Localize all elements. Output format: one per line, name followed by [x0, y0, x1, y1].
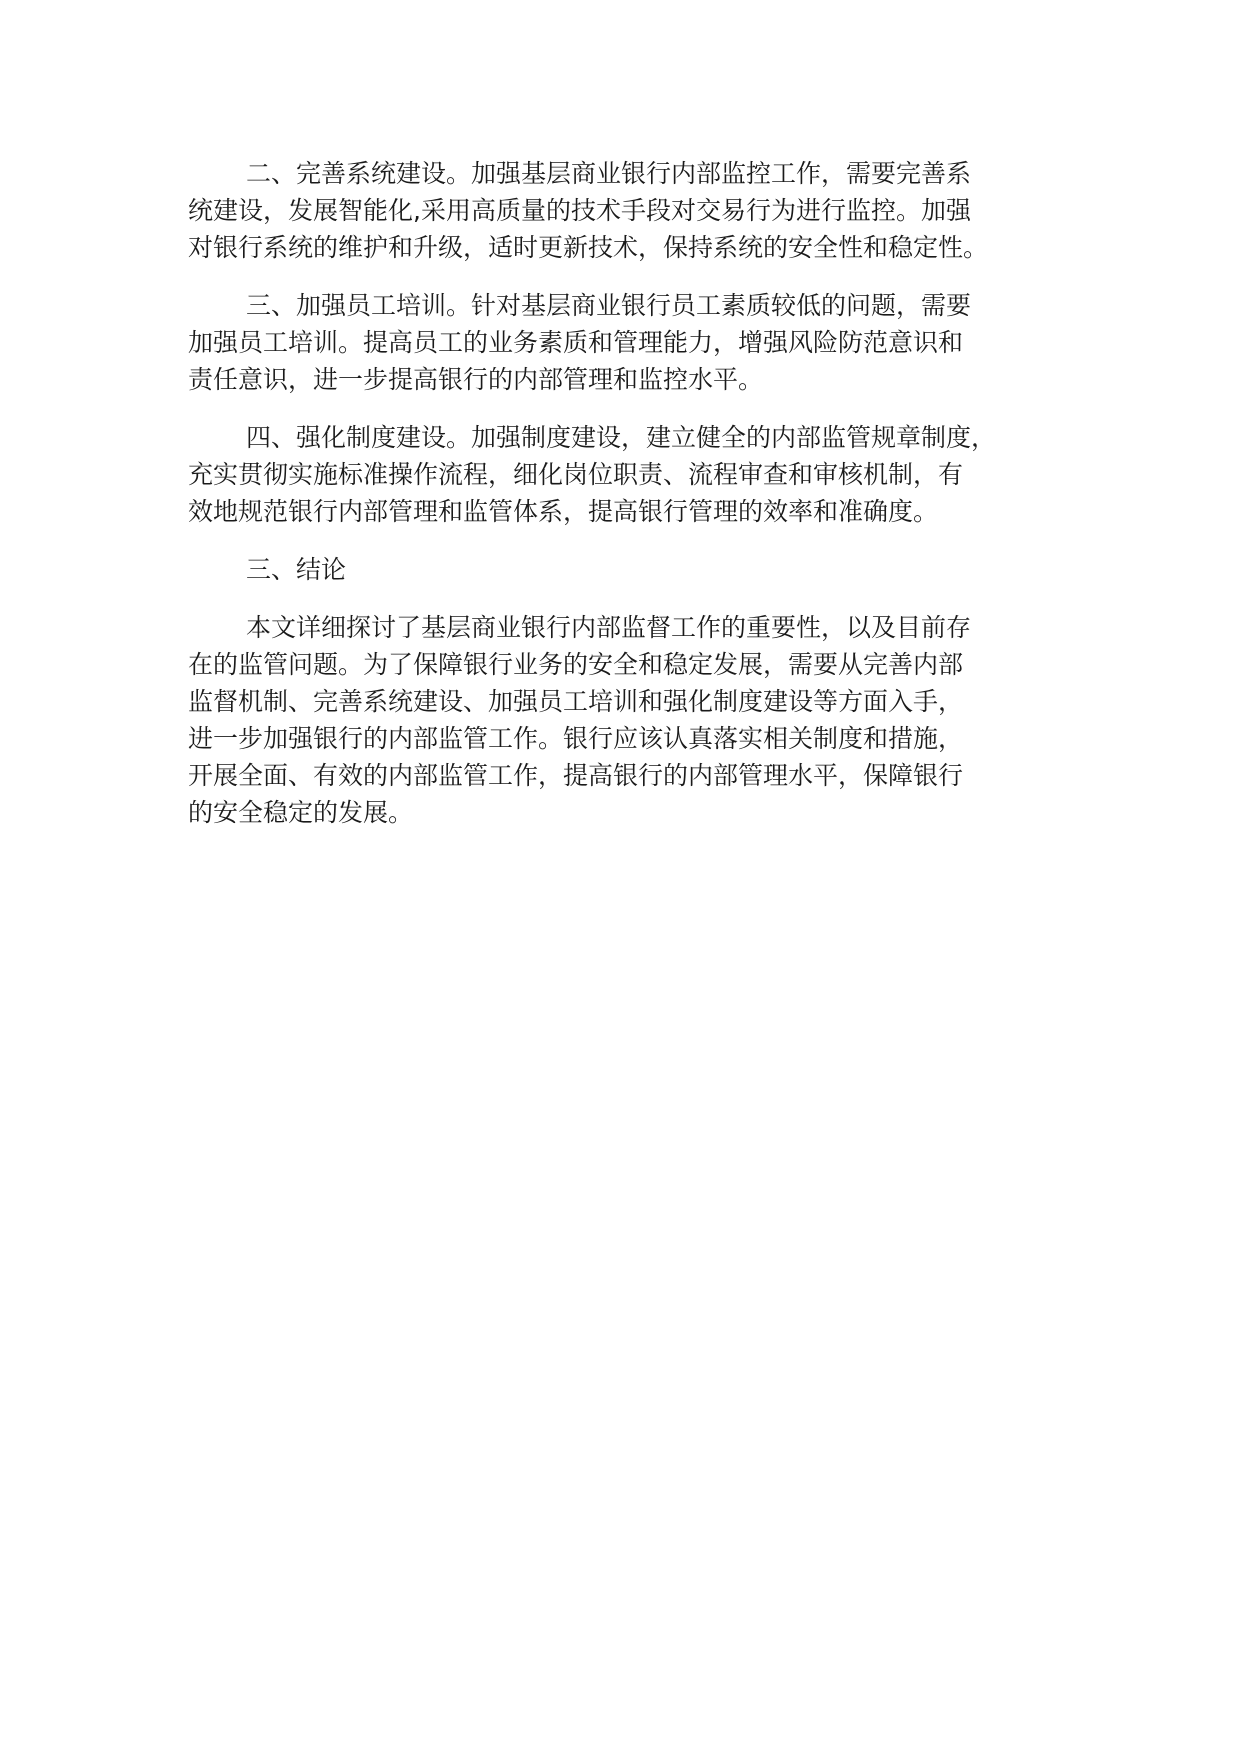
paragraph-line: 本文详细探讨了基层商业银行内部监督工作的重要性，以及目前存: [246, 613, 972, 642]
paragraph-line: 加强员工培训。提高员工的业务素质和管理能力，增强风险防范意识和: [188, 328, 964, 357]
paragraph-line: 二、完善系统建设。加强基层商业银行内部监控工作，需要完善系: [246, 159, 972, 188]
paragraph-line: 责任意识，进一步提高银行的内部管理和监控水平。: [188, 365, 764, 394]
paragraph-line: 监督机制、完善系统建设、加强员工培训和强化制度建设等方面入手，: [188, 687, 964, 716]
paragraph-line: 充实贯彻实施标准操作流程，细化岗位职责、流程审查和审核机制，有: [188, 460, 964, 489]
paragraph-institution-building: [188, 419, 1088, 530]
paragraph-conclusion: [188, 609, 1088, 831]
paragraph-line: 进一步加强银行的内部监管工作。银行应该认真落实相关制度和措施，: [188, 724, 964, 753]
paragraph-system-construction: [188, 155, 1088, 266]
paragraph-line: 统建设，发展智能化,采用高质量的技术手段对交易行为进行监控。加强: [188, 196, 971, 225]
paragraph-line: 四、强化制度建设。加强制度建设，建立健全的内部监管规章制度，: [246, 423, 997, 452]
document-body: [188, 155, 1088, 852]
paragraph-line: 三、加强员工培训。针对基层商业银行员工素质较低的问题，需要: [246, 291, 972, 320]
section-heading-conclusion: [188, 551, 1088, 588]
paragraph-line: 开展全面、有效的内部监管工作，提高银行的内部管理水平，保障银行: [188, 761, 964, 790]
paragraph-line: 的安全稳定的发展。: [188, 798, 414, 827]
paragraph-staff-training: [188, 287, 1088, 398]
paragraph-line: 对银行系统的维护和升级，适时更新技术，保持系统的安全性和稳定性。: [188, 233, 989, 262]
paragraph-line: 在的监管问题。为了保障银行业务的安全和稳定发展，需要从完善内部: [188, 650, 964, 679]
paragraph-line: 效地规范银行内部管理和监管体系，提高银行管理的效率和准确度。: [188, 497, 939, 526]
section-heading-text: 三、结论: [246, 555, 347, 584]
